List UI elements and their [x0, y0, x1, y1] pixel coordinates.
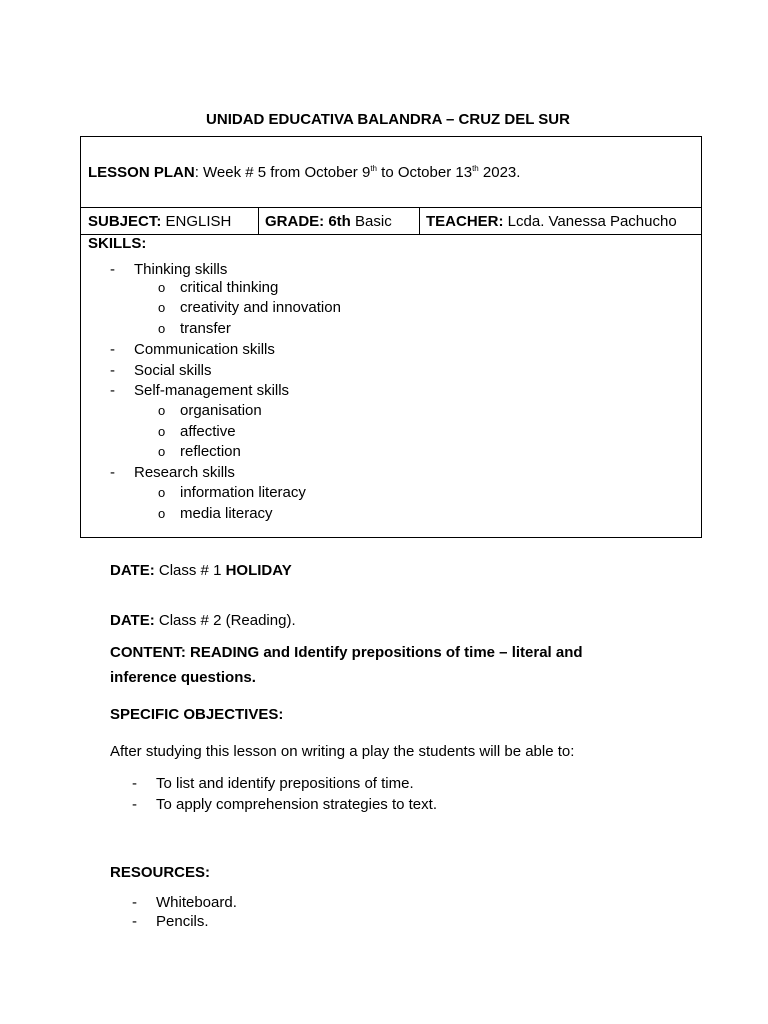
resources-heading: RESOURCES: [110, 864, 211, 881]
resource-item: Pencils. [156, 913, 209, 930]
table-divider [81, 207, 701, 208]
class-text: Class # 2 (Reading). [154, 612, 296, 629]
list-item: affective [180, 423, 236, 440]
list-dash: - [132, 913, 137, 930]
list-item: information literacy [180, 484, 306, 501]
list-item: media literacy [180, 505, 273, 522]
date-label: DATE: [110, 562, 155, 579]
teacher-label: TEACHER: [426, 213, 504, 230]
content-line-1: CONTENT: READING and Identify prepositions of time – literal and [110, 644, 583, 661]
list-dash: - [110, 341, 115, 358]
lesson-plan-label: LESSON PLAN [88, 164, 195, 181]
circle-bullet-icon: o [158, 300, 166, 315]
subject-cell [88, 213, 231, 230]
circle-bullet-icon: o [158, 424, 166, 439]
skills-label: SKILLS: [88, 235, 147, 252]
date-label: DATE: [110, 612, 155, 629]
lesson-plan-table [80, 136, 702, 538]
teacher-cell [426, 213, 677, 230]
list-dash: - [110, 261, 115, 278]
list-item: organisation [180, 402, 262, 419]
superscript: th [370, 164, 377, 173]
list-dash: - [110, 382, 115, 399]
list-dash: - [132, 775, 137, 792]
grade-label: GRADE: 6th [265, 213, 351, 230]
circle-bullet-icon: o [158, 506, 166, 521]
subject-label: SUBJECT: [88, 213, 162, 230]
grade-cell [265, 213, 392, 230]
skills-heading [88, 235, 146, 252]
lesson-plan-text: to October 13 [377, 164, 473, 181]
list-dash: - [110, 464, 115, 481]
list-item: Research skills [134, 464, 235, 481]
list-item: creativity and innovation [180, 299, 341, 316]
circle-bullet-icon: o [158, 280, 166, 295]
lesson-plan-text: : Week # 5 from October 9 [194, 164, 371, 181]
table-divider [258, 207, 259, 234]
lesson-plan-line [88, 164, 520, 181]
list-item: Communication skills [134, 341, 275, 358]
objective-item: To apply comprehension strategies to text. [156, 796, 437, 813]
objectives-heading: SPECIFIC OBJECTIVES: [110, 706, 284, 723]
objectives-intro: After studying this lesson on writing a play the students will be able to: [110, 743, 575, 760]
circle-bullet-icon: o [158, 485, 166, 500]
document-title: UNIDAD EDUCATIVA BALANDRA – CRUZ DEL SUR [206, 111, 570, 128]
class-text: Class # 1 [154, 562, 226, 579]
subject-value: ENGLISH [161, 213, 232, 230]
table-divider [419, 207, 420, 234]
list-item: Self-management skills [134, 382, 290, 399]
holiday-label: HOLIDAY [225, 562, 292, 579]
lesson-plan-text: 2023. [478, 164, 521, 181]
class2-line [110, 612, 296, 629]
content-line-2: inference questions. [110, 669, 256, 686]
list-item: Social skills [134, 362, 212, 379]
list-item: reflection [180, 443, 241, 460]
list-item: Thinking skills [134, 261, 228, 278]
class1-line [110, 562, 292, 579]
resource-item: Whiteboard. [156, 894, 237, 911]
circle-bullet-icon: o [158, 403, 166, 418]
list-dash: - [132, 894, 137, 911]
list-dash: - [132, 796, 137, 813]
circle-bullet-icon: o [158, 444, 166, 459]
list-item: transfer [180, 320, 231, 337]
table-divider [81, 234, 701, 235]
list-dash: - [110, 362, 115, 379]
teacher-value: Lcda. Vanessa Pachucho [503, 213, 677, 230]
objective-item: To list and identify prepositions of time. [156, 775, 414, 792]
circle-bullet-icon: o [158, 321, 166, 336]
superscript: th [472, 164, 479, 173]
grade-value: Basic [350, 213, 392, 230]
list-item: critical thinking [180, 279, 279, 296]
